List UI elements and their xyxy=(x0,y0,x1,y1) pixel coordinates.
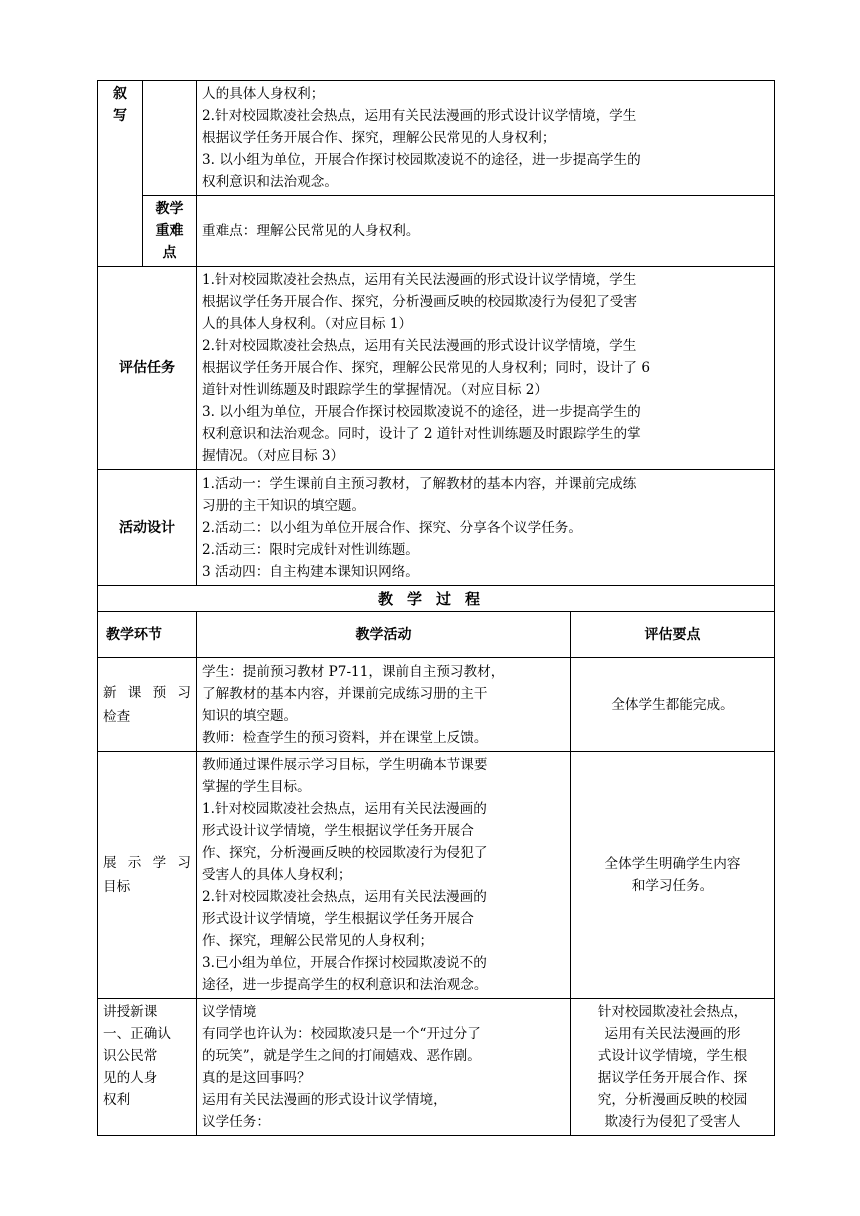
goals-text xyxy=(197,81,775,196)
goals-sublabel-cell xyxy=(143,81,197,196)
process-row xyxy=(98,999,775,1136)
points-line: 全体学生都能完成。 xyxy=(611,696,734,713)
activity-line: 1.针对校园欺凌社会热点，运用有关民法漫画的 xyxy=(202,801,487,817)
activity-line: 教师：检查学生的预习资料，并在课堂上反馈。 xyxy=(202,729,488,746)
activity-line: 形式设计议学情境，学生根据议学任务开展合 xyxy=(202,911,474,927)
activity-line: 有同学也许认为：校园欺凌只是一个“开过分了 xyxy=(202,1026,481,1042)
assessment-line: 人的具体人身权利。（对应目标 1） xyxy=(202,316,413,332)
stage-cell xyxy=(98,752,197,999)
activity-line: 了解教材的基本内容，并课前完成练习册的主干 xyxy=(202,685,488,702)
stage-line: 见的人身 xyxy=(103,1070,158,1086)
goals-row xyxy=(98,81,775,196)
activity-cell xyxy=(197,999,571,1136)
points-line: 究，分析漫画反映的校园 xyxy=(597,1092,748,1108)
points-line: 据议学任务开展合作、探 xyxy=(597,1070,748,1086)
activity-line: 的玩笑”，就是学生之间的打闹嬉戏、恶作剧。 xyxy=(202,1048,481,1064)
stage-line: 检查 xyxy=(103,708,131,725)
activity-line: 掌握的学生目标。 xyxy=(202,779,311,795)
stage-line: 目标 xyxy=(103,879,131,895)
stage-line: 识公民常 xyxy=(103,1048,158,1064)
assessment-line: 握情况。（对应目标 3） xyxy=(202,448,345,464)
assessment-line: 3. 以小组为单位，开展合作探讨校园欺凌说不的途径，进一步提高学生的 xyxy=(202,404,641,420)
activity-line: 运用有关民法漫画的形式设计议学情境， xyxy=(202,1092,447,1108)
stage-line: 权利 xyxy=(103,1092,131,1108)
activity-line: 形式设计议学情境，学生根据议学任务开展合 xyxy=(202,823,474,839)
goals-line: 权利意识和法治观念。 xyxy=(202,174,338,190)
activity-design-label: 活动设计 xyxy=(98,470,197,586)
activity-line: 2.活动三：限时完成针对性训练题。 xyxy=(202,541,419,558)
stage-cell xyxy=(98,658,197,752)
activity-line: 作、探究，理解公民常见的人身权利； xyxy=(202,933,434,949)
activity-cell xyxy=(197,658,571,752)
process-row xyxy=(98,658,775,752)
header-points: 评估要点 xyxy=(571,612,775,658)
activity-line: 学生：提前预习教材 P7-11，课前自主预习教材， xyxy=(202,663,505,680)
assessment-line: 2.针对校园欺凌社会热点，运用有关民法漫画的形式设计议学情境，学生 xyxy=(202,338,637,354)
activity-line: 1.活动一：学生课前自主预习教材，了解教材的基本内容，并课前完成练 xyxy=(202,475,637,492)
stage-line: 展 示 学 习 xyxy=(103,855,191,871)
assessment-line: 道针对性训练题及时跟踪学生的掌握情况。（对应目标 2） xyxy=(202,382,549,398)
activity-line: 真的是这回事吗？ xyxy=(202,1070,311,1086)
activity-line: 2.活动二：以小组为单位开展合作、探究、分享各个议学任务。 xyxy=(202,519,582,536)
key-points-row xyxy=(98,196,775,267)
activity-design-text xyxy=(197,470,775,586)
activity-design-row xyxy=(98,470,775,586)
assessment-line: 根据议学任务开展合作、探究，分析漫画反映的校园欺凌行为侵犯了受害 xyxy=(202,294,637,310)
points-line: 运用有关民法漫画的形 xyxy=(604,1026,741,1042)
goals-line: 根据议学任务开展合作、探究，理解公民常见的人身权利； xyxy=(202,130,556,146)
process-title-row xyxy=(98,586,775,612)
points-cell xyxy=(571,999,775,1136)
assessment-line: 权利意识和法治观念。同时，设计了 2 道针对性训练题及时跟踪学生的掌 xyxy=(202,426,641,442)
assessment-row xyxy=(98,267,775,470)
assessment-line: 1.针对校园欺凌社会热点，运用有关民法漫画的形式设计议学情境，学生 xyxy=(202,272,637,288)
stage-line: 讲授新课 xyxy=(103,1004,158,1020)
activity-line: 作、探究，分析漫画反映的校园欺凌行为侵犯了 xyxy=(202,845,488,861)
activity-line: 3 活动四：自主构建本课知识网络。 xyxy=(202,563,419,580)
activity-line: 议学任务： xyxy=(202,1114,270,1130)
header-stage: 教学环节 xyxy=(98,612,197,658)
lesson-plan-page xyxy=(97,80,774,1136)
process-title: 教学过程 xyxy=(98,586,775,612)
stage-line: 新 课 预 习 xyxy=(103,684,191,701)
goals-line: 2.针对校园欺凌社会热点，运用有关民法漫画的形式设计议学情境，学生 xyxy=(202,108,637,124)
narrative-label: 叙 写 xyxy=(98,81,143,267)
assessment-line: 根据议学任务开展合作、探究，理解公民常见的人身权利；同时，设计了 6 xyxy=(202,360,650,376)
assessment-text xyxy=(197,267,775,470)
stage-line: 一、正确认 xyxy=(103,1026,171,1042)
activity-line: 知识的填空题。 xyxy=(202,707,298,724)
lesson-plan-table xyxy=(97,80,775,1136)
points-line: 全体学生明确学生内容 xyxy=(604,856,741,872)
process-header-row xyxy=(98,612,775,658)
assessment-label: 评估任务 xyxy=(98,267,197,470)
goals-line: 人的具体人身权利； xyxy=(202,86,325,102)
goals-line: 3. 以小组为单位，开展合作探讨校园欺凌说不的途径，进一步提高学生的 xyxy=(202,152,641,168)
points-line: 针对校园欺凌社会热点， xyxy=(597,1004,748,1020)
points-line: 和学习任务。 xyxy=(631,878,714,894)
activity-line: 3.已小组为单位，开展合作探讨校园欺凌说不的 xyxy=(202,955,487,971)
activity-line: 议学情境 xyxy=(202,1004,257,1020)
activity-line: 教师通过课件展示学习目标，学生明确本节课要 xyxy=(202,757,488,773)
points-cell xyxy=(571,752,775,999)
header-activity: 教学活动 xyxy=(197,612,571,658)
stage-cell xyxy=(98,999,197,1136)
key-points-text: 重难点：理解公民常见的人身权利。 xyxy=(197,196,775,267)
activity-cell xyxy=(197,752,571,999)
activity-line: 受害人的具体人身权利； xyxy=(202,867,352,883)
points-line: 式设计议学情境，学生根 xyxy=(597,1048,748,1064)
activity-line: 途径，进一步提高学生的权利意识和法治观念。 xyxy=(202,977,488,993)
activity-line: 习册的主干知识的填空题。 xyxy=(202,497,366,514)
activity-line: 2.针对校园欺凌社会热点，运用有关民法漫画的 xyxy=(202,889,487,905)
process-row xyxy=(98,752,775,999)
points-line: 欺凌行为侵犯了受害人 xyxy=(604,1114,741,1130)
points-cell xyxy=(571,658,775,752)
key-points-label: 教学 重难 点 xyxy=(143,196,197,267)
